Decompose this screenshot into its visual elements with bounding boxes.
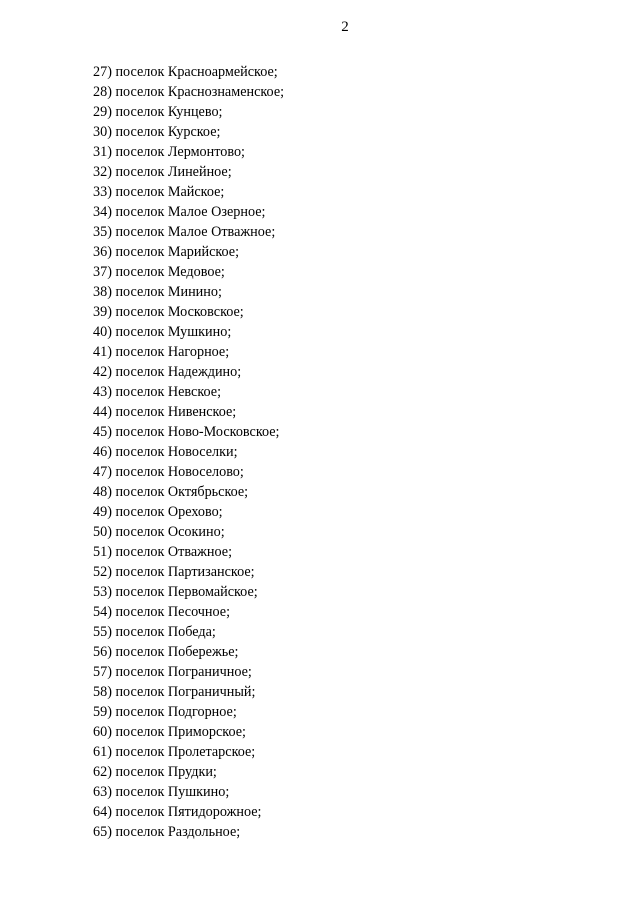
list-item: 38) поселок Минино; xyxy=(93,284,222,300)
list-item: 40) поселок Мушкино; xyxy=(93,324,232,340)
list-item: 61) поселок Пролетарское; xyxy=(93,744,256,760)
list-item: 42) поселок Надеждино; xyxy=(93,364,242,380)
list-item: 45) поселок Ново-Московское; xyxy=(93,424,280,440)
list-item: 49) поселок Орехово; xyxy=(93,504,223,520)
list-item: 36) поселок Марийское; xyxy=(93,244,240,260)
list-item: 48) поселок Октябрьское; xyxy=(93,484,249,500)
list-item: 58) поселок Пограничный; xyxy=(93,684,256,700)
settlement-list xyxy=(93,62,284,842)
list-item: 44) поселок Нивенское; xyxy=(93,404,237,420)
list-item: 41) поселок Нагорное; xyxy=(93,344,230,360)
list-item: 64) поселок Пятидорожное; xyxy=(93,804,262,820)
page-number: 2 xyxy=(341,19,349,35)
list-item: 50) поселок Осокино; xyxy=(93,524,225,540)
list-item: 32) поселок Линейное; xyxy=(93,164,232,180)
list-item: 60) поселок Приморское; xyxy=(93,724,246,740)
list-item: 43) поселок Невское; xyxy=(93,384,222,400)
list-item: 63) поселок Пушкино; xyxy=(93,784,230,800)
list-item: 53) поселок Первомайское; xyxy=(93,584,258,600)
list-item: 54) поселок Песочное; xyxy=(93,604,231,620)
list-item: 29) поселок Кунцево; xyxy=(93,104,223,120)
list-item: 28) поселок Краснознаменское; xyxy=(93,84,285,100)
list-item: 55) поселок Победа; xyxy=(93,624,216,640)
list-item: 30) поселок Курское; xyxy=(93,124,221,140)
list-item: 65) поселок Раздольное; xyxy=(93,824,241,840)
list-item: 51) поселок Отважное; xyxy=(93,544,233,560)
list-item: 39) поселок Московское; xyxy=(93,304,244,320)
list-item: 46) поселок Новоселки; xyxy=(93,444,238,460)
list-item: 52) поселок Партизанское; xyxy=(93,564,255,580)
list-item: 31) поселок Лермонтово; xyxy=(93,144,245,160)
list-item: 57) поселок Пограничное; xyxy=(93,664,252,680)
list-item: 33) поселок Майское; xyxy=(93,184,225,200)
list-item: 59) поселок Подгорное; xyxy=(93,704,237,720)
list-item: 35) поселок Малое Отважное; xyxy=(93,224,276,240)
list-item: 62) поселок Прудки; xyxy=(93,764,217,780)
list-item: 27) поселок Красноармейское; xyxy=(93,64,278,80)
list-item: 34) поселок Малое Озерное; xyxy=(93,204,266,220)
list-item: 47) поселок Новоселово; xyxy=(93,464,244,480)
list-item: 37) поселок Медовое; xyxy=(93,264,225,280)
list-item: 56) поселок Побережье; xyxy=(93,644,239,660)
